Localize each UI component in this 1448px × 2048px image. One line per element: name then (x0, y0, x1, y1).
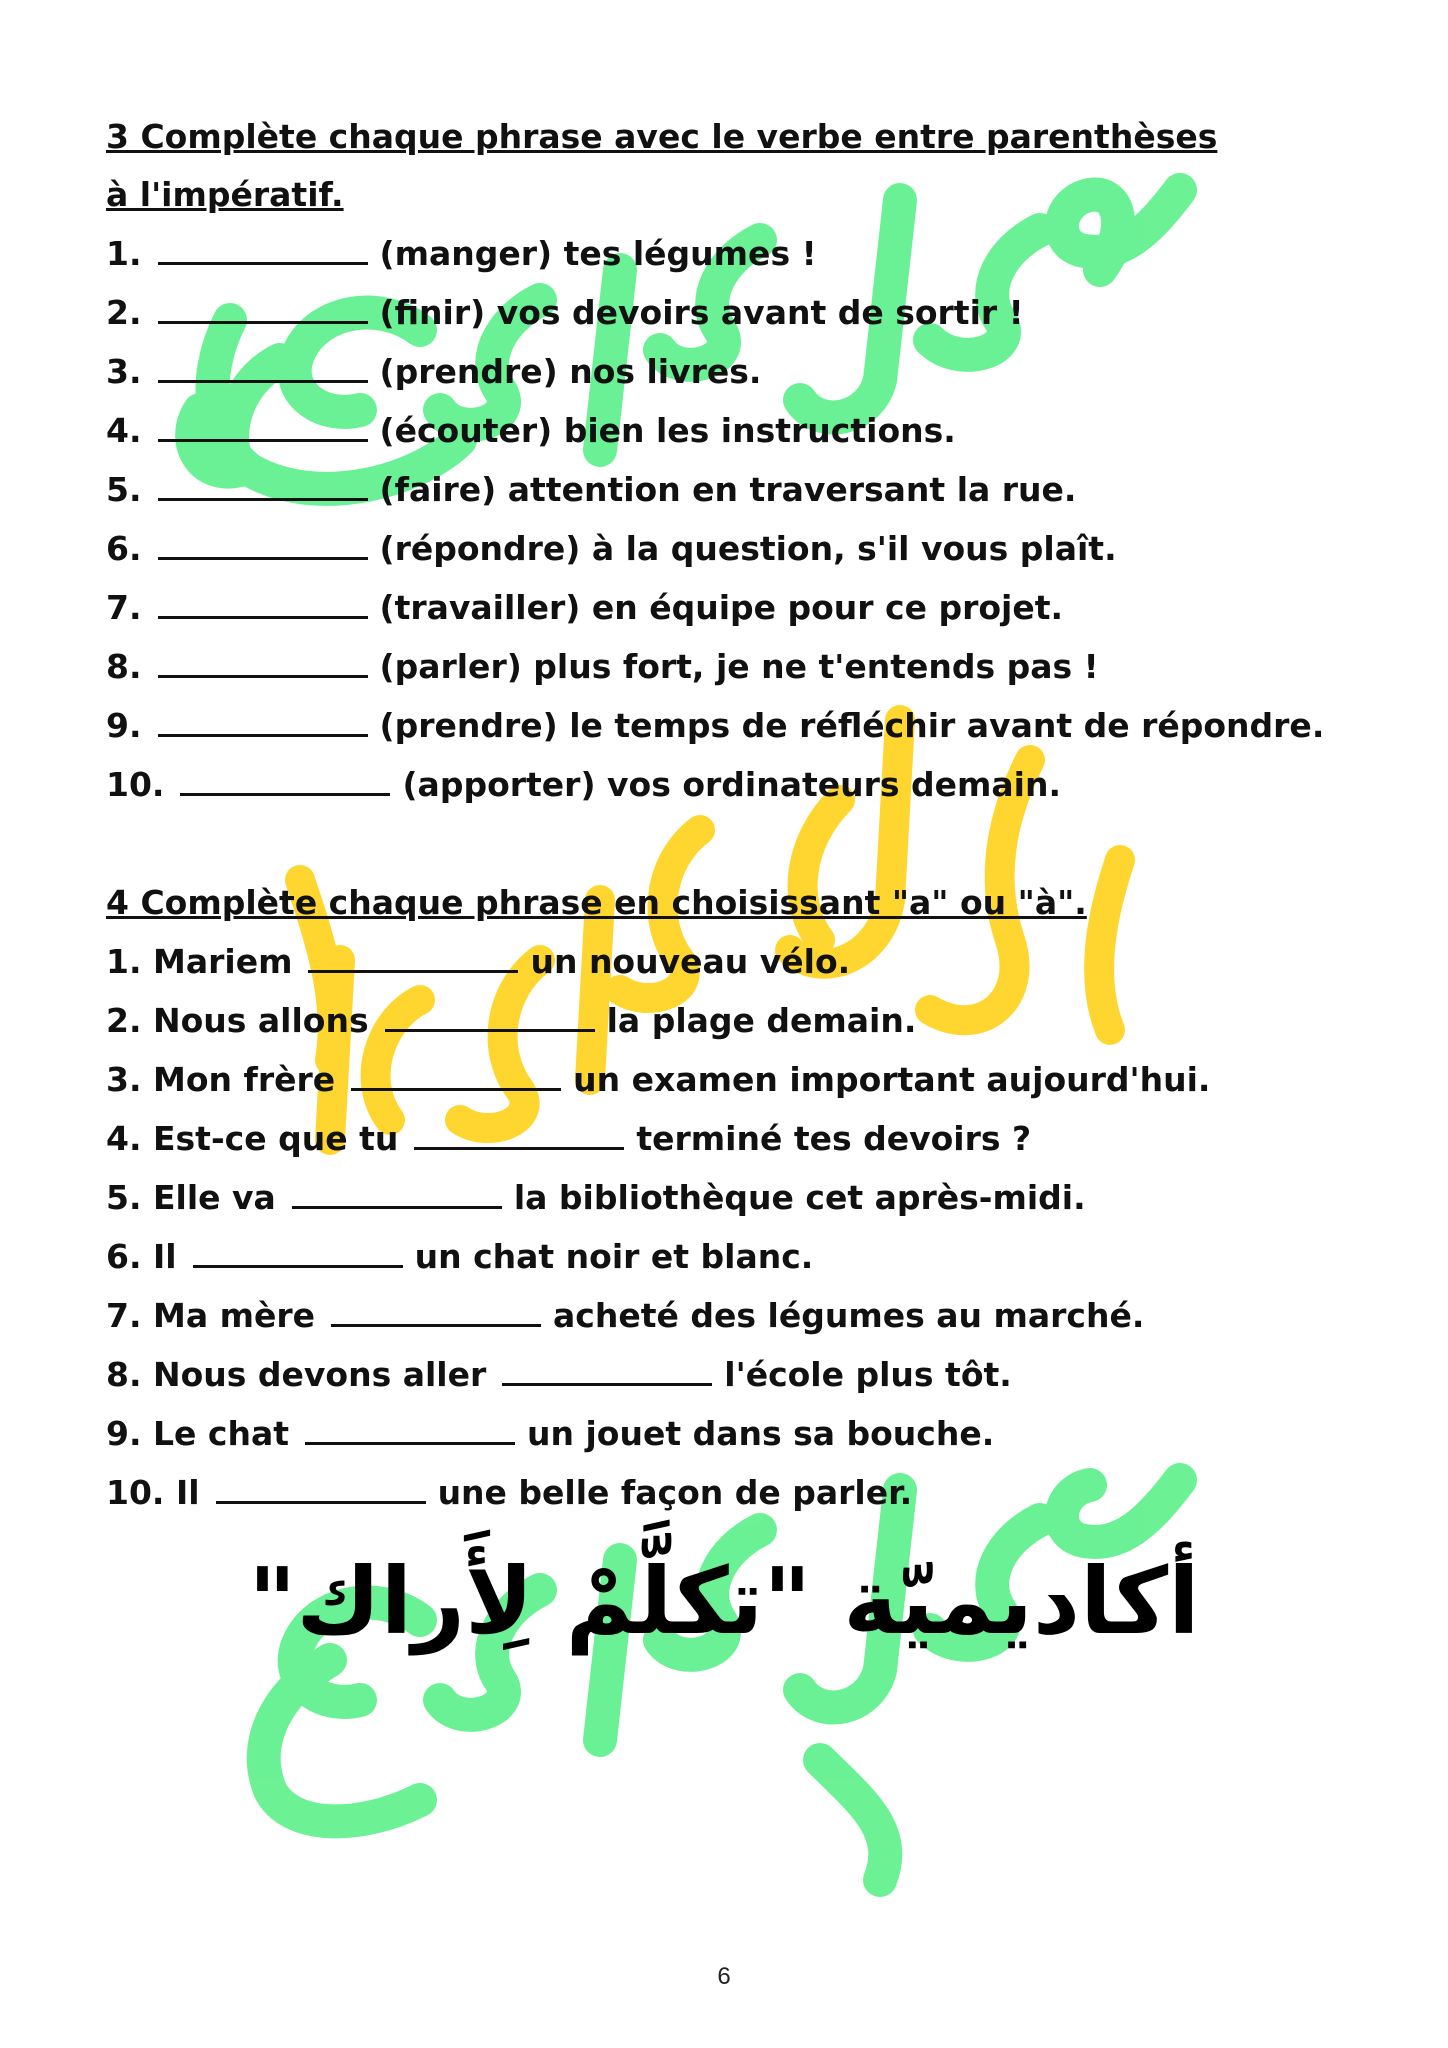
list-item (106, 401, 1346, 460)
answer-blank (193, 1241, 403, 1268)
item-number: 9. (106, 706, 142, 745)
list-item (106, 519, 1346, 578)
answer-blank (292, 1182, 502, 1209)
item-number: 10. (106, 1473, 165, 1512)
item-text-after: un nouveau vélo. (530, 942, 851, 981)
item-text-after: la bibliothèque cet après-midi. (513, 1178, 1086, 1217)
item-number: 2. (106, 1001, 142, 1040)
list-item (106, 1168, 1346, 1227)
list-item (106, 1345, 1346, 1404)
list-item (106, 932, 1346, 991)
answer-blank (158, 297, 368, 324)
list-item (106, 1050, 1346, 1109)
list-item (106, 1109, 1346, 1168)
item-text: (prendre) nos livres. (379, 352, 762, 391)
exercise3-title: 3 Complète chaque phrase avec le verbe entre parenthèses à l'impératif. (106, 117, 1218, 214)
answer-blank (180, 769, 390, 796)
item-text: (apporter) vos ordinateurs demain. (402, 765, 1062, 804)
item-text: (parler) plus fort, je ne t'entends pas ! (379, 647, 1099, 686)
answer-blank (308, 946, 518, 973)
exercise4-list (106, 932, 1346, 1522)
answer-blank (158, 415, 368, 442)
list-item (106, 991, 1346, 1050)
item-text: (faire) attention en traversant la rue. (379, 470, 1077, 509)
item-number: 7. (106, 588, 142, 627)
answer-blank (351, 1064, 561, 1091)
item-text-after: acheté des légumes au marché. (553, 1296, 1145, 1335)
answer-blank (305, 1418, 515, 1445)
item-text: (manger) tes légumes ! (379, 234, 817, 273)
list-item (106, 1227, 1346, 1286)
list-item (106, 578, 1346, 637)
item-text-before: Il (175, 1473, 200, 1512)
item-text: (travailler) en équipe pour ce projet. (379, 588, 1064, 627)
item-number: 6. (106, 1237, 142, 1276)
list-item (106, 460, 1346, 519)
academy-slogan: أكاديميّة "تكلَّمْ لِأَراك" (248, 1548, 1200, 1655)
item-number: 1. (106, 234, 142, 273)
answer-blank (158, 356, 368, 383)
exercise3-list (106, 224, 1346, 814)
list-item (106, 283, 1346, 342)
item-text-before: Mariem (153, 942, 293, 981)
item-number: 7. (106, 1296, 142, 1335)
item-number: 10. (106, 765, 165, 804)
item-text-after: une belle façon de parler. (437, 1473, 913, 1512)
item-text-after: un chat noir et blanc. (414, 1237, 814, 1276)
item-text-before: Nous devons aller (153, 1355, 487, 1394)
item-text-before: Elle va (153, 1178, 276, 1217)
item-number: 8. (106, 647, 142, 686)
item-text: (prendre) le temps de réfléchir avant de répondre. (379, 706, 1325, 745)
item-number: 4. (106, 411, 142, 450)
item-text-before: Nous allons (153, 1001, 369, 1040)
list-item (106, 1404, 1346, 1463)
item-text-after: terminé tes devoirs ? (636, 1119, 1032, 1158)
green-watermark-bottom (264, 1480, 1180, 1880)
item-text-before: Est-ce que tu (153, 1119, 399, 1158)
list-item (106, 224, 1346, 283)
item-number: 8. (106, 1355, 142, 1394)
answer-blank (216, 1477, 426, 1504)
item-text-after: la plage demain. (606, 1001, 917, 1040)
item-number: 5. (106, 470, 142, 509)
list-item (106, 1463, 1346, 1522)
item-text: (répondre) à la question, s'il vous plaît. (379, 529, 1117, 568)
item-text: (finir) vos devoirs avant de sortir ! (379, 293, 1024, 332)
item-text: (écouter) bien les instructions. (379, 411, 956, 450)
answer-blank (414, 1123, 624, 1150)
item-number: 9. (106, 1414, 142, 1453)
item-number: 1. (106, 942, 142, 981)
answer-blank (502, 1359, 712, 1386)
item-number: 6. (106, 529, 142, 568)
list-item (106, 342, 1346, 401)
answer-blank (331, 1300, 541, 1327)
item-number: 4. (106, 1119, 142, 1158)
answer-blank (158, 533, 368, 560)
answer-blank (385, 1005, 595, 1032)
list-item (106, 1286, 1346, 1345)
item-text-before: Mon frère (153, 1060, 336, 1099)
list-item (106, 696, 1346, 755)
page-number: 6 (717, 1963, 731, 1990)
item-text-before: Il (153, 1237, 177, 1276)
item-text-before: Ma mère (153, 1296, 316, 1335)
item-number: 3. (106, 1060, 142, 1099)
exercise4-title: 4 Complète chaque phrase en choisissant "a" ou "à". (106, 883, 1087, 922)
answer-blank (158, 474, 368, 501)
item-text-after: un examen important aujourd'hui. (573, 1060, 1211, 1099)
item-text-after: l'école plus tôt. (724, 1355, 1012, 1394)
worksheet-content (106, 108, 1346, 1522)
item-text-before: Le chat (153, 1414, 289, 1453)
item-number: 5. (106, 1178, 142, 1217)
item-text-after: un jouet dans sa bouche. (527, 1414, 995, 1453)
section-spacer (106, 814, 1346, 874)
list-item (106, 755, 1346, 814)
item-number: 2. (106, 293, 142, 332)
answer-blank (158, 592, 368, 619)
answer-blank (158, 651, 368, 678)
answer-blank (158, 710, 368, 737)
item-number: 3. (106, 352, 142, 391)
list-item (106, 637, 1346, 696)
answer-blank (158, 238, 368, 265)
